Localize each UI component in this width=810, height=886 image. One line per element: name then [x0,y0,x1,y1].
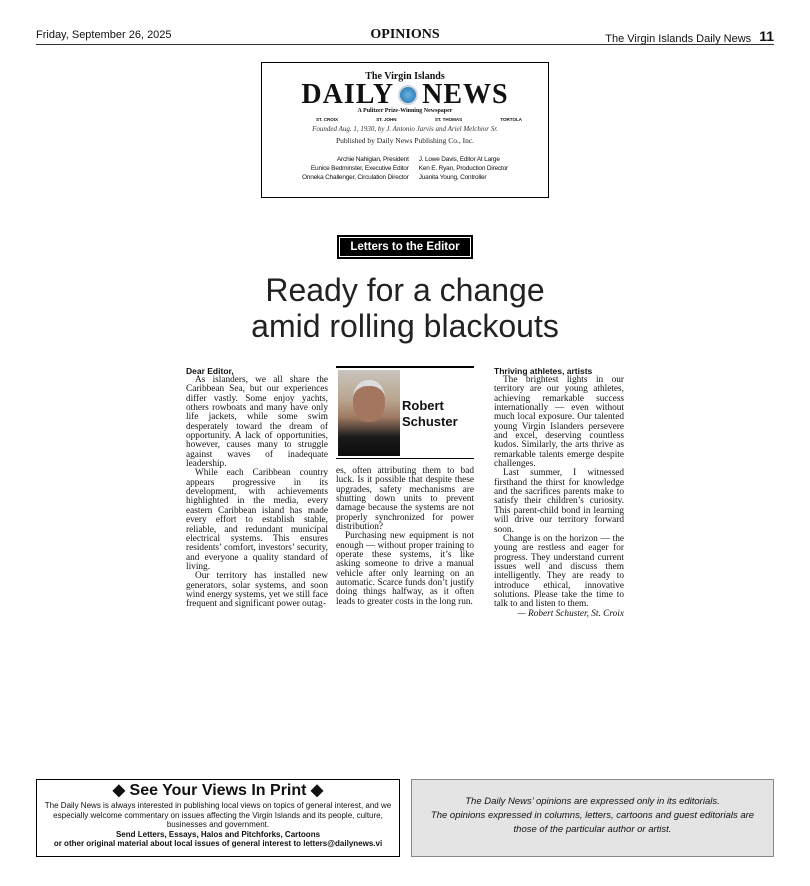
town: TORTOLA [500,117,522,122]
salutation: Dear Editor, [186,366,234,376]
masthead-kicker: The Virgin Islands [365,71,445,82]
staff-entry: Ken E. Ryan, Production Director [418,165,509,172]
paragraph: Change is on the horizon — the young are restless and eager for progress. They understand current issues well and discuss them intelligently. They are ready to introduce ethical, innovative solutions. Please take the time to talk to and listen to them. [494,533,624,610]
town: ST. CROIX [316,117,339,122]
masthead-logo [262,79,548,110]
staff-entry: Juanita Young, Controller [418,174,487,181]
author-block [336,366,474,459]
towns [262,117,548,122]
promo-body: The Daily News is always interested in publishing local views on topics of general interest, and we especially welcome commentary on issues affecting the Virgin Islands and its people, culture, businesses and government. [44,801,392,829]
founded-line: Founded Aug. 1, 1930, by J. Antonio Jarvis and Ariel Melchior Sr. [312,125,498,133]
disclaimer-line: The Daily News’ opinions are expressed only in its editorials. [465,796,720,807]
section-label [337,235,473,259]
headline-line: Ready for a change [265,272,545,308]
paragraph: Our territory has installed new generators, solar systems, and soon wind energy systems, yet we still face frequent and significant power outag- [186,571,328,610]
headline [0,272,810,344]
promo-cta: Send Letters, Essays, Halos and Pitchforks, Cartoons [115,829,321,839]
article-column-3 [494,366,624,619]
subhead: Thriving athletes, artists [494,366,593,376]
disclaimer-line: The opinions expressed in columns, letters, cartoons and guest editorials are those of the particular author or artist. [430,810,755,835]
article-column-2 [336,467,474,607]
author-photo [338,370,400,456]
promo-email: or other original material about local issues of general interest to letters@dailynews.vi [53,839,383,848]
tagline: A Pulitzer Prize-Winning Newspaper [357,108,453,114]
paragraph: es, often attributing them to bad luck. Is it possible that despite these upgrades, safety mechanisms are shutting down units to prevent damage because the systems are not properly synchronized for power distribution? [336,466,474,533]
face-image [353,380,385,422]
paper-title: The Virgin Islands Daily News [605,33,752,45]
masthead [261,62,549,198]
paper-name [605,29,774,45]
logo-right: NEWS [422,79,509,110]
staff-entry: Onneka Challenger, Circulation Director [301,174,409,181]
issue-date: Friday, September 26, 2025 [36,29,172,41]
author-first: Robert [402,398,444,413]
promo-title: ◆ See Your Views In Print ◆ [112,782,324,799]
signature: — Robert Schuster, St. Croix [517,608,624,619]
paragraph: Purchasing new equipment is not enough — without proper training to operate these systems, it’s like asking someone to drive a manual vehicle after only learning on an automatic. Scarce funds don’t justify doing things halfway, as it often leads to greater costs in the long run. [336,531,474,607]
paragraph: Last summer, I witnessed firsthand the thirst for knowledge and the sacrifices parents make to satisfy their children’s curiosity. This parent-child bond in learning will drive our territory forward soon. [494,468,624,535]
submission-promo [36,779,400,857]
paragraph: As islanders, we all share the Caribbean Sea, but our experiences differ vastly. Some enjoy yachts, others rowboats and many have only life jackets, while some swim desperately toward the dream of opportunity. A lack of opportunities, however, causes many to struggle against waves of inadequate leadership. [186,375,328,470]
headline-line: amid rolling blackouts [251,308,559,344]
globe-icon [398,85,418,105]
page-header [36,27,774,45]
town: ST. JOHN [376,117,397,122]
logo-left: DAILY [301,79,395,110]
section-name: OPINIONS [370,27,440,42]
paragraph: While each Caribbean country appears progressive in its development, with achievements highlighted in the media, every eastern Caribbean island has made every effort to establish stable, reliable, and redundant municipal electrical systems. This ensures residents’ comfort, investors’ security, and everyone a quality standard of living. [186,468,328,572]
paragraph: The brightest lights in our territory are our young athletes, achieving remarkable success internationally — even without much local exposure. Our talented young Virgin Islanders persevere and excel, deserving countless kudos. Similarly, the arts thrive as remarkable talents emerge despite challenges. [494,375,624,470]
author-name [402,398,458,430]
author-last: Schuster [402,414,458,429]
article-column-1 [186,366,328,610]
publisher-line: Published by Daily News Publishing Co., Inc. [335,136,475,145]
staff-entry: Archie Nahigian, President [336,156,409,163]
opinion-disclaimer [411,779,774,857]
staff-entry: Eunice Bedminster, Executive Editor [310,165,409,172]
staff-entry: J. Lowe Davis, Editor At Large [418,156,500,163]
section-label-text: Letters to the Editor [339,237,471,257]
page-number: 11 [759,28,774,44]
staff-list [262,155,548,182]
town: ST. THOMAS [434,117,463,122]
